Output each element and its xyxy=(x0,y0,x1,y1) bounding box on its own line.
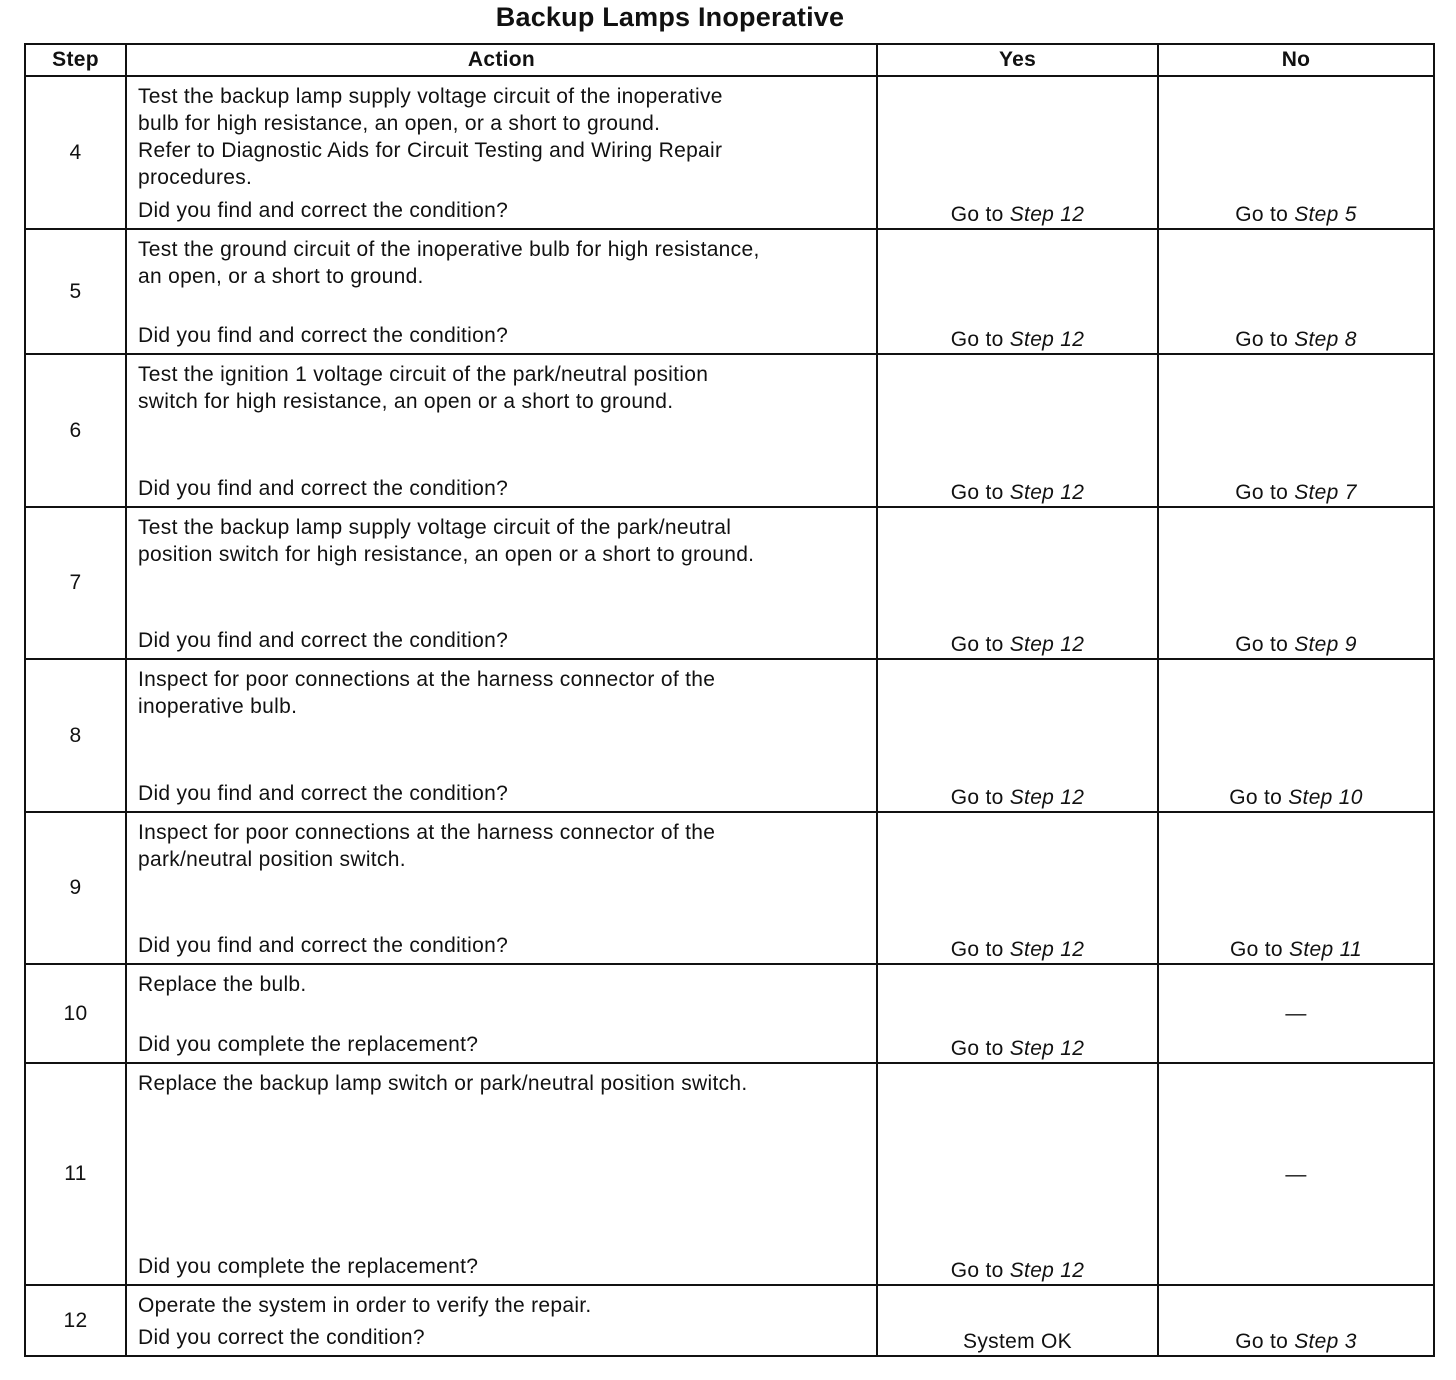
yes-result xyxy=(877,812,1158,964)
table-row xyxy=(25,964,1434,1063)
yes-prefix: Go to xyxy=(950,481,1010,504)
step-number: 8 xyxy=(25,659,126,812)
action-cell xyxy=(126,354,877,507)
step-number: 9 xyxy=(25,812,126,964)
yes-result xyxy=(877,76,1158,229)
action-question: Did you find and correct the condition? xyxy=(138,199,509,222)
action-cell xyxy=(126,1063,877,1285)
yes-step-ref: Step 12 xyxy=(1009,1037,1085,1060)
no-step-ref: Step 9 xyxy=(1294,633,1357,656)
action-question: Did you find and correct the condition? xyxy=(138,477,509,500)
action-question: Did you find and correct the condition? xyxy=(138,324,509,347)
table-row xyxy=(25,354,1434,507)
no-prefix: Go to xyxy=(1235,203,1295,226)
action-text: Replace the backup lamp switch or park/neutral position switch. xyxy=(138,1072,748,1095)
no-result xyxy=(1158,1285,1434,1356)
yes-result xyxy=(877,1063,1158,1285)
action-question: Did you correct the condition? xyxy=(138,1326,425,1349)
action-text: Replace the bulb. xyxy=(138,973,307,996)
header-yes: Yes xyxy=(877,44,1158,76)
yes-step-ref: Step 12 xyxy=(1009,786,1085,809)
page-title: Backup Lamps Inoperative xyxy=(495,2,845,32)
table-row xyxy=(25,659,1434,812)
table-row xyxy=(25,1063,1434,1285)
yes-step-ref: Step 12 xyxy=(1009,328,1085,351)
step-number: 10 xyxy=(25,964,126,1063)
yes-result xyxy=(877,659,1158,812)
no-result xyxy=(1158,229,1434,354)
no-dash: — xyxy=(1285,1162,1307,1186)
table-row xyxy=(25,812,1434,964)
no-prefix: Go to xyxy=(1230,938,1290,961)
action-cell xyxy=(126,812,877,964)
no-step-ref: Step 5 xyxy=(1294,203,1357,226)
action-text: Test the ignition 1 voltage circuit of the park/neutral position switch for high resistance, an open or a short to ground. xyxy=(138,363,709,413)
action-cell xyxy=(126,229,877,354)
no-prefix: Go to xyxy=(1229,786,1289,809)
no-result xyxy=(1158,964,1434,1063)
step-number: 4 xyxy=(25,76,126,229)
yes-result xyxy=(877,507,1158,659)
no-prefix: Go to xyxy=(1235,633,1295,656)
yes-prefix: Go to xyxy=(950,203,1010,226)
table-row xyxy=(25,76,1434,229)
action-question: Did you find and correct the condition? xyxy=(138,934,509,957)
step-number: 6 xyxy=(25,354,126,507)
action-question: Did you find and correct the condition? xyxy=(138,629,509,652)
no-step-ref: Step 3 xyxy=(1294,1330,1357,1353)
header-step: Step xyxy=(25,44,126,76)
action-question: Did you complete the replacement? xyxy=(138,1255,479,1278)
no-dash: — xyxy=(1285,1002,1307,1025)
diagnostic-table xyxy=(24,43,1435,1357)
action-cell xyxy=(126,659,877,812)
no-result xyxy=(1158,76,1434,229)
header-row xyxy=(25,44,1434,76)
step-number: 12 xyxy=(25,1285,126,1356)
yes-result xyxy=(877,964,1158,1063)
yes-step-ref: Step 12 xyxy=(1009,1259,1085,1282)
no-step-ref: Step 8 xyxy=(1294,328,1357,351)
no-step-ref: Step 11 xyxy=(1289,938,1362,961)
yes-text: System OK xyxy=(963,1330,1072,1353)
yes-result xyxy=(877,229,1158,354)
yes-prefix: Go to xyxy=(950,328,1010,351)
action-question: Did you find and correct the condition? xyxy=(138,782,509,805)
action-cell xyxy=(126,964,877,1063)
no-result xyxy=(1158,812,1434,964)
yes-result xyxy=(877,354,1158,507)
action-text: Inspect for poor connections at the harness connector of the park/neutral position switch. xyxy=(138,821,716,871)
yes-step-ref: Step 12 xyxy=(1009,938,1085,961)
yes-prefix: Go to xyxy=(950,1259,1010,1282)
step-number: 7 xyxy=(25,507,126,659)
yes-step-ref: Step 12 xyxy=(1009,633,1085,656)
action-text: Test the backup lamp supply voltage circuit of the park/neutral position switch for high resistance, an open or a short to ground. xyxy=(138,516,755,566)
no-prefix: Go to xyxy=(1235,1330,1295,1353)
yes-step-ref: Step 12 xyxy=(1009,203,1085,226)
yes-prefix: Go to xyxy=(950,1037,1010,1060)
yes-step-ref: Step 12 xyxy=(1009,481,1085,504)
action-text: Operate the system in order to verify the repair. xyxy=(138,1294,592,1317)
action-question: Did you complete the replacement? xyxy=(138,1033,479,1056)
no-result xyxy=(1158,1063,1434,1285)
no-step-ref: Step 10 xyxy=(1288,786,1363,809)
no-prefix: Go to xyxy=(1235,328,1295,351)
table-row xyxy=(25,507,1434,659)
step-number: 5 xyxy=(25,229,126,354)
action-cell xyxy=(126,1285,877,1356)
yes-prefix: Go to xyxy=(950,786,1010,809)
yes-prefix: Go to xyxy=(950,938,1010,961)
no-result xyxy=(1158,507,1434,659)
no-step-ref: Step 7 xyxy=(1294,481,1357,504)
table-row xyxy=(25,229,1434,354)
action-cell xyxy=(126,76,877,229)
header-no: No xyxy=(1158,44,1434,76)
yes-result xyxy=(877,1285,1158,1356)
action-cell xyxy=(126,507,877,659)
action-text: Inspect for poor connections at the harness connector of the inoperative bulb. xyxy=(138,668,716,718)
yes-prefix: Go to xyxy=(950,633,1010,656)
action-text: Test the ground circuit of the inoperative bulb for high resistance, an open, or a short to ground. xyxy=(138,238,760,288)
table-row xyxy=(25,1285,1434,1356)
step-number: 11 xyxy=(25,1063,126,1285)
no-result xyxy=(1158,354,1434,507)
no-result xyxy=(1158,659,1434,812)
no-prefix: Go to xyxy=(1235,481,1295,504)
action-text: Test the backup lamp supply voltage circuit of the inoperative bulb for high resistance, an open, or a short to ground. Refer to Diagnostic Aids for Circuit Testing and Wiring Repair procedures. xyxy=(138,85,723,189)
header-action: Action xyxy=(126,44,877,76)
